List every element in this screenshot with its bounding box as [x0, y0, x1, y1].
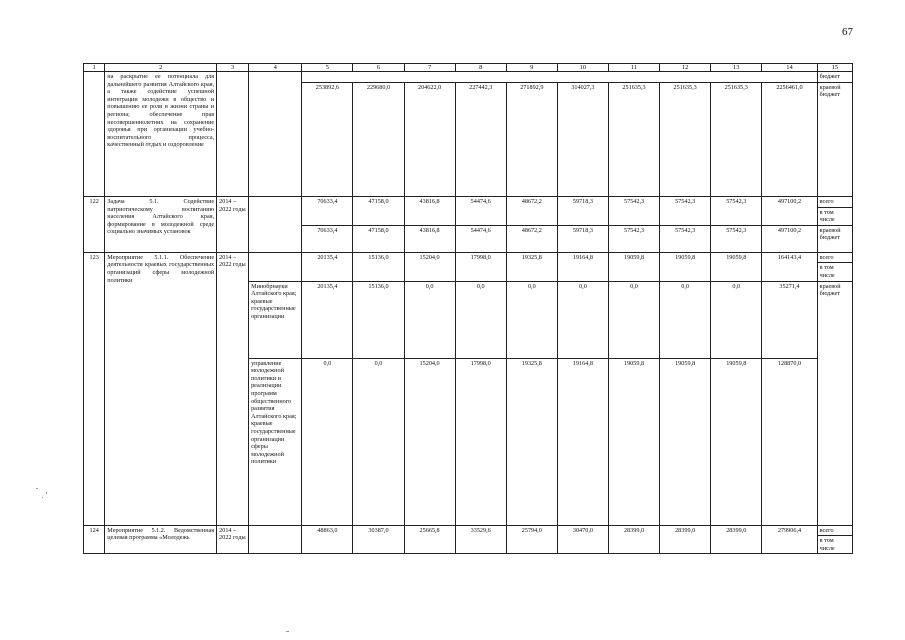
value-cell: 19164,8: [557, 358, 608, 525]
header-cell: 4: [249, 64, 302, 72]
row-executor: [249, 525, 302, 554]
row-years: [217, 72, 249, 197]
value-cell: 0,0: [506, 281, 557, 358]
scan-speck: [286, 631, 289, 632]
row-source: в том числе: [817, 536, 852, 554]
value-cell: 0,0: [455, 281, 506, 358]
value-cell: 33529,6: [455, 525, 506, 554]
value-cell: 47158,0: [353, 197, 404, 226]
row-executor: [249, 72, 302, 197]
row-source: краевой бюджет: [817, 225, 852, 252]
value-cell: 15204,0: [404, 358, 455, 525]
value-cell: 20135,4: [302, 281, 353, 358]
row-source: краевой бюджет: [817, 82, 852, 196]
header-cell: 6: [353, 64, 404, 72]
value-cell: 15136,0: [353, 281, 404, 358]
header-cell: 3: [217, 64, 249, 72]
header-cell: 2: [105, 64, 217, 72]
value-cell: 0,0: [711, 281, 762, 358]
value-cell: 43816,8: [404, 225, 455, 252]
header-cell: 5: [302, 64, 353, 72]
value-cell: 279906,4: [762, 525, 817, 554]
value-cell: 17998,0: [455, 252, 506, 281]
row-source: всего: [817, 252, 852, 263]
value-cell: 251635,3: [711, 82, 762, 196]
value-cell: 57542,3: [608, 197, 659, 226]
row-years: 2014 – 2022 годы: [217, 252, 249, 525]
value-cell: 30387,0: [353, 525, 404, 554]
value-cell: 30470,0: [557, 525, 608, 554]
scan-speck: [46, 492, 47, 494]
header-cell: 12: [660, 64, 711, 72]
value-cell: 229680,0: [353, 82, 404, 196]
header-cell: 13: [711, 64, 762, 72]
value-cell: 19059,8: [608, 358, 659, 525]
row-number: 122: [84, 197, 105, 253]
value-cell: 0,0: [660, 281, 711, 358]
value-cell: 164143,4: [762, 252, 817, 281]
value-cell: 48672,2: [506, 225, 557, 252]
value-cell: 15204,0: [404, 252, 455, 281]
value-cell: 28399,0: [711, 525, 762, 554]
value-cell: 57542,3: [711, 225, 762, 252]
value-cell: 497100,2: [762, 197, 817, 226]
value-cell: 70633,4: [302, 197, 353, 226]
value-cell: 19059,8: [660, 252, 711, 281]
value-cell: 251635,3: [608, 82, 659, 196]
value-cell: 19325,8: [506, 358, 557, 525]
value-cell: 15136,0: [353, 252, 404, 281]
scan-speck: [36, 488, 38, 489]
header-cell: 11: [608, 64, 659, 72]
blank-cell: [302, 72, 817, 83]
header-cell: 8: [455, 64, 506, 72]
value-cell: 43816,8: [404, 197, 455, 226]
row-source: в том числе: [817, 207, 852, 225]
value-cell: 59718,3: [557, 197, 608, 226]
budget-table: [83, 63, 853, 554]
row-executor: [249, 197, 302, 253]
value-cell: 28399,0: [660, 525, 711, 554]
value-cell: 19059,8: [608, 252, 659, 281]
header-cell: 15: [817, 64, 852, 72]
row-executor: Минобрнауки Алтайского края; краевые государственные организации: [249, 281, 302, 358]
row-source: в том числе: [817, 263, 852, 281]
value-cell: 35271,4: [762, 281, 817, 358]
value-cell: 0,0: [302, 358, 353, 525]
table-row: [84, 72, 853, 83]
table-row: [84, 525, 853, 536]
header-cell: 9: [506, 64, 557, 72]
row-description: на раскрытие ее потенциала для дальнейшего развития Алтайского края, а также содействие успешной интеграции молодежи в общество и повышению ее роли в жизни страны и региона; обеспечение прав несовершеннолетних на сохранение здоровья при организации учебно-воспитательного процесса, качественный отдых и оздоровление: [105, 72, 217, 197]
header-cell: 10: [557, 64, 608, 72]
row-description: Мероприятие 5.1.2. Ведомственная целевая программа «Молодежь: [105, 525, 217, 554]
page-number: 67: [842, 26, 853, 38]
value-cell: 17998,0: [455, 358, 506, 525]
row-description: Мероприятие 5.1.1. Обеспечение деятельности краевых государственных организаций сферы молодежной политики: [105, 252, 217, 525]
value-cell: 54474,6: [455, 197, 506, 226]
header-cell: 14: [762, 64, 817, 72]
value-cell: 28399,0: [608, 525, 659, 554]
header-cell: 1: [84, 64, 105, 72]
value-cell: 0,0: [404, 281, 455, 358]
value-cell: 19325,8: [506, 252, 557, 281]
value-cell: 57542,3: [608, 225, 659, 252]
value-cell: 0,0: [608, 281, 659, 358]
value-cell: 57542,3: [711, 197, 762, 226]
row-number: 123: [84, 252, 105, 525]
header-row: [84, 64, 853, 72]
table-row: [84, 197, 853, 208]
value-cell: 47158,0: [353, 225, 404, 252]
value-cell: 0,0: [353, 358, 404, 525]
value-cell: 19059,8: [711, 358, 762, 525]
row-years: 2014 – 2022 годы: [217, 197, 249, 253]
value-cell: 204622,0: [404, 82, 455, 196]
value-cell: 251635,3: [660, 82, 711, 196]
value-cell: 48863,0: [302, 525, 353, 554]
value-cell: 19059,8: [711, 252, 762, 281]
value-cell: 271892,9: [506, 82, 557, 196]
value-cell: 48672,2: [506, 197, 557, 226]
row-source: краевой бюджет: [817, 281, 852, 525]
value-cell: 497100,2: [762, 225, 817, 252]
value-cell: 57542,3: [660, 197, 711, 226]
value-cell: 2256461,0: [762, 82, 817, 196]
row-source: всего: [817, 197, 852, 208]
value-cell: 253892,6: [302, 82, 353, 196]
row-executor: [249, 252, 302, 281]
value-cell: 57542,3: [660, 225, 711, 252]
value-cell: 0,0: [557, 281, 608, 358]
value-cell: 54474,6: [455, 225, 506, 252]
value-cell: 70633,4: [302, 225, 353, 252]
table-row: [84, 252, 853, 263]
value-cell: 314027,3: [557, 82, 608, 196]
value-cell: 19059,8: [660, 358, 711, 525]
header-cell: 7: [404, 64, 455, 72]
value-cell: 59718,3: [557, 225, 608, 252]
row-executor: управление молодежной политики и реализации программ общественного развития Алтайского края; краевые государственные организации сферы молодежной политики: [249, 358, 302, 525]
value-cell: 227442,3: [455, 82, 506, 196]
row-years: 2014 – 2022 годы: [217, 525, 249, 554]
row-source: бюджет: [817, 72, 852, 83]
value-cell: 20135,4: [302, 252, 353, 281]
row-description: Задача 5.1. Содействие патриотическому воспитанию населения Алтайского края, формирование в молодежной среде социально значимых установок: [105, 197, 217, 253]
row-source: всего: [817, 525, 852, 536]
row-number: 124: [84, 525, 105, 554]
value-cell: 25665,8: [404, 525, 455, 554]
value-cell: 25794,0: [506, 525, 557, 554]
scan-speck: [42, 497, 43, 498]
row-number: [84, 72, 105, 197]
value-cell: 128870,0: [762, 358, 817, 525]
value-cell: 19164,8: [557, 252, 608, 281]
